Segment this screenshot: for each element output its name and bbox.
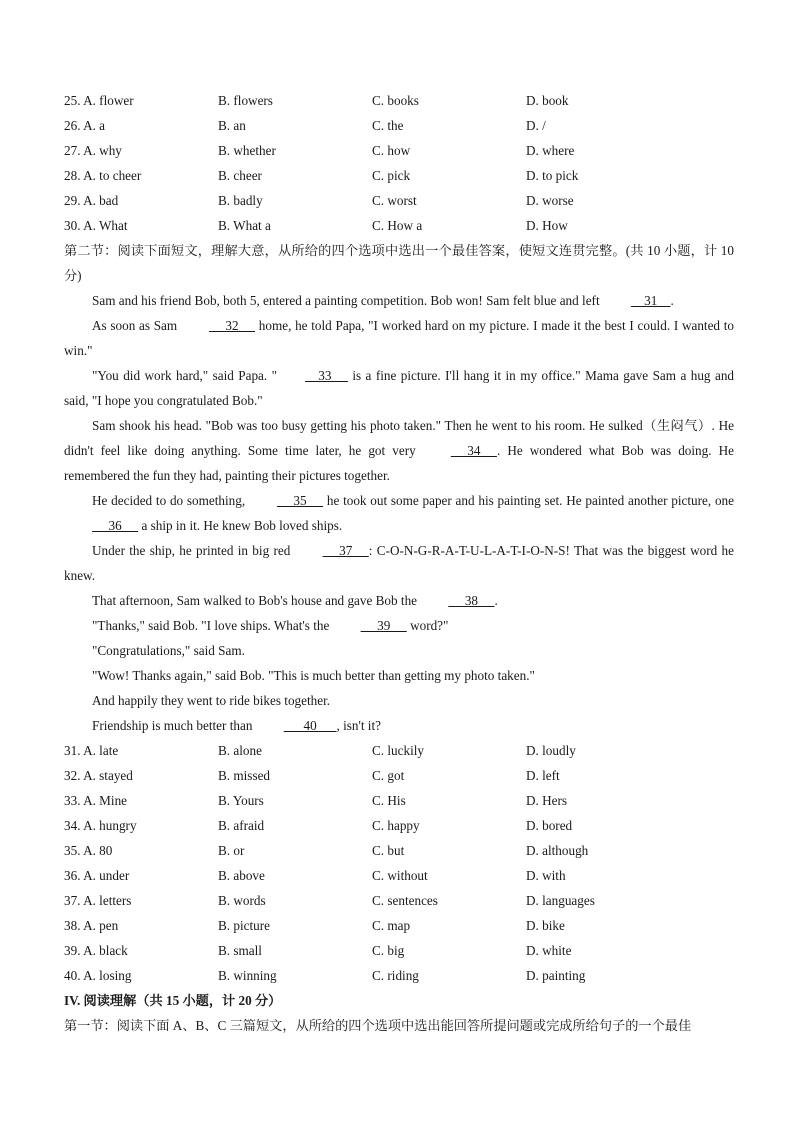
cloze-passage xyxy=(64,288,734,738)
question-row xyxy=(64,163,734,188)
passage-paragraph: Under the ship, he printed in big red 37 : C-O-N-G-R-A-T-U-L-A-T-I-O-N-S! That was the biggest word he knew. xyxy=(64,538,734,588)
question-row xyxy=(64,88,734,113)
passage-paragraph: Sam and his friend Bob, both 5, entered a painting competition. Bob won! Sam felt blue and left 31 . xyxy=(64,288,734,313)
option-b: B. badly xyxy=(218,193,263,208)
question-row xyxy=(64,813,734,838)
option-b: B. or xyxy=(218,843,245,858)
option-c: C. without xyxy=(372,868,428,883)
answer-blank: 34 xyxy=(450,443,497,458)
section-2-heading: 第二节：阅读下面短文，理解大意，从所给的四个选项中选出一个最佳答案，使短文连贯完整。(共 10 小题，计 10 分) xyxy=(64,243,734,283)
option-d: D. worse xyxy=(526,193,574,208)
option-b: B. alone xyxy=(218,743,262,758)
option-c: C. got xyxy=(372,768,405,783)
answer-blank: 35 xyxy=(276,493,324,508)
option-c: C. pick xyxy=(372,168,411,183)
question-row xyxy=(64,838,734,863)
option-d: D. where xyxy=(526,143,575,158)
option-c: C. map xyxy=(372,918,411,933)
passage-paragraph: Sam shook his head. "Bob was too busy getting his photo taken." Then he went to his room. He sulked（生闷气）. He didn't feel like doing anything. Some time later, he got very 34 . He wondered what Bob was doing. He remembered the fun they had, painting their pictures together. xyxy=(64,418,734,483)
option-c: C. sentences xyxy=(372,893,438,908)
option-d: D. bored xyxy=(526,818,573,833)
passage-paragraph: "Wow! Thanks again," said Bob. "This is much better than getting my photo taken." xyxy=(92,668,535,683)
option-d: D. languages xyxy=(526,893,595,908)
passage-paragraph: That afternoon, Sam walked to Bob's house and gave Bob the 38 . xyxy=(64,588,734,613)
question-row xyxy=(64,963,734,988)
option-a: 34. A. hungry xyxy=(64,818,137,833)
answer-blank: 39 xyxy=(360,618,407,633)
answer-blank: 31 xyxy=(630,293,671,308)
answer-blank: 32 xyxy=(208,318,256,333)
option-b: B. afraid xyxy=(218,818,265,833)
question-row xyxy=(64,213,734,238)
option-c: C. luckily xyxy=(372,743,425,758)
option-a: 33. A. Mine xyxy=(64,793,128,808)
part-4-heading: IV. 阅读理解（共 15 小题，计 20 分） xyxy=(64,993,282,1008)
option-d: D. painting xyxy=(526,968,586,983)
option-c: C. worst xyxy=(372,193,417,208)
option-a: 36. A. under xyxy=(64,868,130,883)
option-c: C. big xyxy=(372,943,405,958)
option-d: D. left xyxy=(526,768,560,783)
question-row xyxy=(64,738,734,763)
option-a: 28. A. to cheer xyxy=(64,168,142,183)
option-a: 32. A. stayed xyxy=(64,768,133,783)
answer-blank: 33 xyxy=(305,368,348,383)
option-c: C. His xyxy=(372,793,406,808)
answer-blank: 36 xyxy=(92,518,139,533)
option-b: B. words xyxy=(218,893,266,908)
option-b: B. above xyxy=(218,868,265,883)
option-c: C. riding xyxy=(372,968,419,983)
question-row xyxy=(64,763,734,788)
option-a: 40. A. losing xyxy=(64,968,132,983)
option-b: B. picture xyxy=(218,918,271,933)
passage-paragraph: He decided to do something, 35 he took out some paper and his painting set. He painted another picture, one 36 a ship in it. He knew Bob loved ships. xyxy=(64,488,734,538)
option-b: B. What a xyxy=(218,218,271,233)
passage-paragraph: And happily they went to ride bikes together. xyxy=(92,693,331,708)
option-a: 27. A. why xyxy=(64,143,122,158)
question-row xyxy=(64,113,734,138)
options-31-40 xyxy=(64,738,734,988)
option-d: D. white xyxy=(526,943,572,958)
option-c: C. the xyxy=(372,118,404,133)
question-row xyxy=(64,138,734,163)
question-row xyxy=(64,888,734,913)
option-d: D. How xyxy=(526,218,568,233)
option-a: 26. A. a xyxy=(64,118,106,133)
option-a: 29. A. bad xyxy=(64,193,119,208)
question-row xyxy=(64,863,734,888)
option-b: B. small xyxy=(218,943,262,958)
option-b: B. cheer xyxy=(218,168,262,183)
option-c: C. happy xyxy=(372,818,420,833)
option-a: 38. A. pen xyxy=(64,918,119,933)
answer-blank: 38 xyxy=(448,593,495,608)
passage-paragraph: "Thanks," said Bob. "I love ships. What's the 39 word?" xyxy=(64,613,734,638)
question-row xyxy=(64,938,734,963)
option-c: C. how xyxy=(372,143,411,158)
option-d: D. Hers xyxy=(526,793,568,808)
passage-paragraph: "You did work hard," said Papa. " 33 is a fine picture. I'll hang it in my office." Mama gave Sam a hug and said, "I hope you congratulated Bob." xyxy=(64,363,734,413)
option-d: D. loudly xyxy=(526,743,576,758)
question-row xyxy=(64,188,734,213)
passage-paragraph: Friendship is much better than 40 , isn't it? xyxy=(64,713,734,738)
question-row xyxy=(64,788,734,813)
option-b: B. flowers xyxy=(218,93,273,108)
option-b: B. missed xyxy=(218,768,271,783)
section-1-heading: 第一节：阅读下面 A、B、C 三篇短文，从所给的四个选项中选出能回答所提问题或完成所给句子的一个最佳 xyxy=(64,1018,692,1033)
exam-page xyxy=(64,88,734,1038)
option-d: D. / xyxy=(526,118,546,133)
option-a: 31. A. late xyxy=(64,743,119,758)
option-a: 30. A. What xyxy=(64,218,128,233)
option-a: 37. A. letters xyxy=(64,893,132,908)
option-c: C. but xyxy=(372,843,405,858)
option-b: B. winning xyxy=(218,968,277,983)
option-a: 25. A. flower xyxy=(64,93,134,108)
answer-blank: 40 xyxy=(283,718,337,733)
option-d: D. book xyxy=(526,93,569,108)
answer-blank: 37 xyxy=(322,543,369,558)
option-b: B. an xyxy=(218,118,246,133)
option-b: B. whether xyxy=(218,143,276,158)
option-d: D. bike xyxy=(526,918,565,933)
option-d: D. although xyxy=(526,843,589,858)
options-25-30 xyxy=(64,88,734,238)
option-d: D. to pick xyxy=(526,168,579,183)
option-b: B. Yours xyxy=(218,793,264,808)
option-c: C. How a xyxy=(372,218,423,233)
passage-paragraph: As soon as Sam 32 home, he told Papa, "I worked hard on my picture. I made it the best I could. I wanted to win." xyxy=(64,313,734,363)
question-row xyxy=(64,913,734,938)
option-a: 35. A. 80 xyxy=(64,843,113,858)
passage-paragraph: "Congratulations," said Sam. xyxy=(92,643,245,658)
option-d: D. with xyxy=(526,868,566,883)
option-c: C. books xyxy=(372,93,419,108)
option-a: 39. A. black xyxy=(64,943,128,958)
